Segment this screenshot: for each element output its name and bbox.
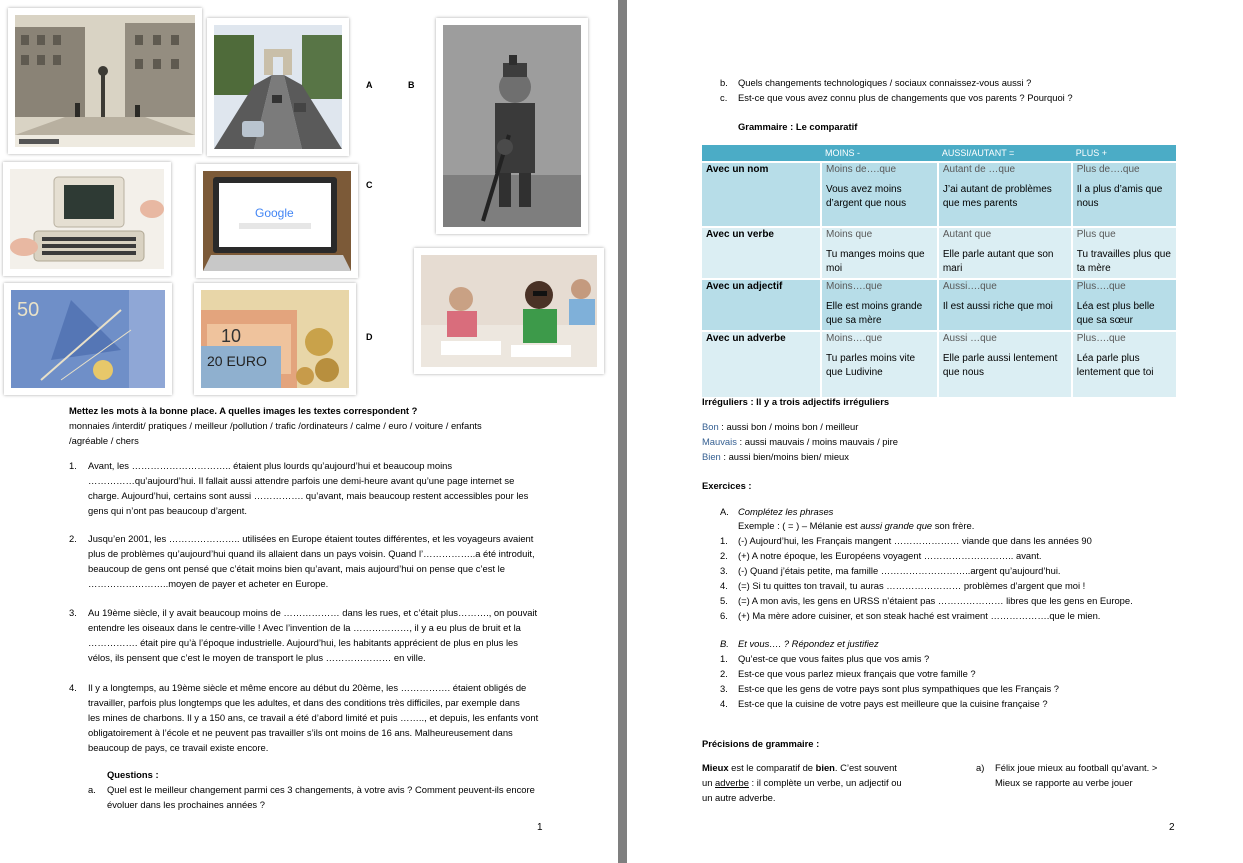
table-row <box>702 162 1176 227</box>
paragraph-2-number: 2. <box>69 533 77 544</box>
item-number: 5. <box>720 595 728 606</box>
irregular-forms: : aussi mauvais / moins mauvais / pire <box>736 436 898 447</box>
cell-example: Tu manges moins que moi <box>826 249 925 274</box>
item-number: 1. <box>720 535 728 546</box>
paragraph-2-line: beaucoup de gens ont pensé que c’était moins bien qu’avant, mais aujourd’hui on pense que c’est le <box>88 563 505 574</box>
table-header-empty <box>702 145 821 162</box>
photo-laptop-google <box>196 164 358 278</box>
comparative-table <box>702 145 1176 397</box>
table-header-row <box>702 145 1176 162</box>
precision-fragment: : il complète un verbe, un adjectif ou <box>748 777 902 788</box>
precisions-title: Précisions de grammaire : <box>702 738 820 749</box>
table-cell <box>821 331 938 397</box>
list-item <box>720 666 1220 681</box>
question-c-label: c. <box>720 92 728 103</box>
item-number: 4. <box>720 698 728 709</box>
paragraph-4-line: Il y a longtemps, au 19ème siècle et même encore au début du 20ème, les ……………. étaient obligés de <box>88 682 527 693</box>
table-cell <box>821 162 938 227</box>
list-item <box>720 548 1220 563</box>
list-item <box>720 696 1220 711</box>
svg-text:50: 50 <box>17 299 40 321</box>
paragraph-3 <box>88 605 548 665</box>
precision-line <box>702 775 922 790</box>
exercises-title: Exercices : <box>702 480 752 491</box>
row-label-verbe: Avec un verbe <box>702 227 821 279</box>
cell-example: Il a plus d’amis que nous <box>1076 184 1163 209</box>
image-label-b: B <box>408 80 415 90</box>
exercise-a-example <box>738 518 974 533</box>
irregular-bon <box>702 419 858 434</box>
irregular-word: Bon <box>702 421 719 432</box>
cell-form: Moins de….que <box>826 164 897 175</box>
paragraph-3-line: Au 19ème siècle, il y avait beaucoup moins de ……………… dans les rues, et c’était plus………., on pouvait <box>88 607 538 618</box>
paragraph-4-line: travailler, parfois plus longtemps que les adultes, et dans des conditions très difficiles, par exemple dans <box>88 697 520 708</box>
irregular-forms: : aussi bien/moins bien/ mieux <box>720 451 849 462</box>
photo-euro-money <box>194 283 356 395</box>
exercise-b-list <box>720 651 1220 711</box>
precision-text <box>702 760 922 805</box>
precision-fragment: est le comparatif de <box>728 762 816 773</box>
item-text: Est-ce que les gens de votre pays sont plus sympathiques que les Français ? <box>738 683 1060 694</box>
cell-form: Plus de….que <box>1076 164 1140 175</box>
page-number-1: 1 <box>537 822 543 833</box>
page-2 <box>627 0 1243 863</box>
exercise-a-title: Complétez les phrases <box>738 506 834 517</box>
question-a-label: a. <box>88 784 96 795</box>
table-header-moins: MOINS - <box>821 145 938 162</box>
item-number: 1. <box>720 653 728 664</box>
photo-franc-banknote <box>4 283 172 395</box>
paragraph-2 <box>88 531 548 591</box>
item-text: Est-ce que vous parlez mieux français que votre famille ? <box>738 668 976 679</box>
irregular-bien <box>702 449 849 464</box>
cell-form: Aussi….que <box>942 281 997 292</box>
table-row <box>702 331 1176 397</box>
item-text: Qu’est-ce que vous faites plus que vos amis ? <box>738 653 930 664</box>
cell-form: Moins….que <box>826 281 883 292</box>
list-item <box>720 651 1220 666</box>
list-item <box>720 563 1220 578</box>
table-cell <box>821 227 938 279</box>
paragraph-3-number: 3. <box>69 607 77 618</box>
cell-form: Autant de …que <box>942 164 1016 175</box>
list-item <box>720 533 1220 548</box>
paragraph-4-line: obligatoirement à l’école et ne peuvent pas travailler s’ils ont moins de 16 ans. Malheureusement dans <box>88 727 513 738</box>
item-text: (=) Si tu quittes ton travail, tu auras …………………… problèmes d’argent que moi ! <box>738 580 1086 591</box>
svg-text:Google: Google <box>255 206 294 220</box>
paragraph-1 <box>88 458 548 518</box>
table-cell <box>1072 279 1176 331</box>
table-cell <box>938 331 1072 397</box>
photo-old-paris-boulevard <box>8 8 202 154</box>
image-label-a: A <box>366 80 373 90</box>
image-label-d: D <box>366 332 373 342</box>
paragraph-4-line: les mines de charbons. Il y a 150 ans, ce travail a été d’abord limité et puis …….., et depuis, les enfants vont <box>88 712 539 723</box>
paragraph-3-line: vélos, ils pensent que c’est le moyen de transport le plus ………………… en ville. <box>88 652 426 663</box>
cell-form: Moins….que <box>826 333 883 344</box>
table-header-aussi: AUSSI/AUTANT = <box>938 145 1072 162</box>
precision-line <box>702 760 922 775</box>
photo-children-school <box>414 248 604 374</box>
row-label-adverbe: Avec un adverbe <box>702 331 821 397</box>
item-text: (=) A mon avis, les gens en URSS n’étaient pas ………………… libres que les gens en Europe. <box>738 595 1133 606</box>
note-a-label: a) <box>976 762 985 773</box>
precision-bien: bien <box>815 762 835 773</box>
example-prefix: Exemple : ( = ) – Mélanie est <box>738 520 861 531</box>
question-b: Quels changements technologiques / sociaux connaissez-vous aussi ? <box>738 77 1032 88</box>
item-number: 2. <box>720 550 728 561</box>
paragraph-1-number: 1. <box>69 460 77 471</box>
paragraph-1-line: gens qui n’ont pas beaucoup d’argent. <box>88 505 247 516</box>
question-c: Est-ce que vous avez connu plus de changements que vos parents ? Pourquoi ? <box>738 92 1073 103</box>
irregular-forms: : aussi bon / moins bon / meilleur <box>718 421 859 432</box>
item-number: 3. <box>720 683 728 694</box>
paragraph-4-number: 4. <box>69 682 77 693</box>
list-item <box>720 608 1220 623</box>
svg-text:10: 10 <box>221 326 242 346</box>
table-row <box>702 227 1176 279</box>
exercise-b-label: B. <box>720 638 729 649</box>
precision-adverbe: adverbe <box>715 777 749 788</box>
word-list-line-2: /agréable / chers <box>69 435 139 446</box>
cell-example: Tu travailles plus que ta mère <box>1076 249 1171 274</box>
cell-form: Autant que <box>942 229 992 240</box>
photo-child-miner <box>436 18 588 234</box>
note-a-line: Félix joue mieux au football qu’avant. > <box>995 762 1158 773</box>
photo-champs-elysees <box>207 18 349 156</box>
cell-form: Plus que <box>1076 229 1116 240</box>
item-text: (-) Quand j’étais petite, ma famille ………………………..argent qu’aujourd’hui. <box>738 565 1061 576</box>
paragraph-4 <box>88 680 548 755</box>
note-a-line: Mieux se rapporte au verbe jouer <box>995 777 1133 788</box>
grammar-title: Grammaire : Le comparatif <box>738 121 858 132</box>
cell-example: Elle parle autant que son mari <box>942 249 1054 274</box>
questions-title: Questions : <box>107 769 159 780</box>
list-item <box>720 593 1220 608</box>
question-a-line: évoluer dans les prochaines années ? <box>107 799 265 810</box>
page-1 <box>0 0 618 863</box>
table-cell <box>821 279 938 331</box>
table-cell <box>1072 227 1176 279</box>
item-number: 2. <box>720 668 728 679</box>
item-text: (+) A notre époque, les Européens voyagent ……………………….. avant. <box>738 550 1042 561</box>
precision-line: un autre adverbe. <box>702 792 776 803</box>
item-number: 3. <box>720 565 728 576</box>
row-label-adjectif: Avec un adjectif <box>702 279 821 331</box>
cell-form: Aussi …que <box>942 333 997 344</box>
paragraph-3-line: entendre les oiseaux dans le centre-ville ! Avec l’invention de la ………………, il y a eu plus de bruit et la <box>88 622 521 633</box>
exercise-a-label: A. <box>720 506 729 517</box>
cell-form: Plus….que <box>1076 281 1126 292</box>
cell-example: Vous avez moins d’argent que nous <box>826 184 907 209</box>
exercise-a-list <box>720 533 1220 623</box>
irregular-mauvais <box>702 434 898 449</box>
note-a <box>995 760 1215 790</box>
table-cell <box>938 227 1072 279</box>
irregulars-title: Irréguliers : Il y a trois adjectifs irréguliers <box>702 396 890 407</box>
irregular-word: Mauvais <box>702 436 737 447</box>
precision-fragment: . C’est souvent <box>834 762 897 773</box>
exercise-b-title: Et vous…. ? Répondez et justifiez <box>738 638 879 649</box>
cell-form: Plus….que <box>1076 333 1126 344</box>
cell-form: Moins que <box>826 229 873 240</box>
word-list-line-1: monnaies /interdit/ pratiques / meilleur /pollution / trafic /ordinateurs / calme / euro / voiture / enfants <box>69 420 482 431</box>
precision-fragment: un <box>702 777 716 788</box>
cell-example: Elle parle aussi lentement que nous <box>942 353 1058 378</box>
cell-example: Elle est moins grande que sa mère <box>826 301 923 326</box>
paragraph-4-line: beaucoup de pays, ce travail existe encore. <box>88 742 269 753</box>
table-cell <box>938 279 1072 331</box>
item-number: 4. <box>720 580 728 591</box>
precision-mieux: Mieux <box>702 762 729 773</box>
paragraph-2-line: Jusqu’en 2001, les ………………….. utilisées en Europe étaient toutes différentes, et les voyageurs avaient <box>88 533 534 544</box>
paragraph-1-line: ……………qu’aujourd’hui. Il fallait aussi attendre parfois une demi-heure avant qu’une page internet se <box>88 475 515 486</box>
list-item <box>720 578 1220 593</box>
irregular-word: Bien <box>702 451 721 462</box>
item-text: (-) Aujourd’hui, les Français mangent ………………… viande que dans les années 90 <box>738 535 1092 546</box>
list-item <box>720 681 1220 696</box>
item-number: 6. <box>720 610 728 621</box>
table-row <box>702 279 1176 331</box>
cell-example: Léa parle plus lentement que toi <box>1076 353 1154 378</box>
item-text: (+) Ma mère adore cuisiner, et son steak haché est vraiment ……………….que le mien. <box>738 610 1101 621</box>
question-a <box>107 782 557 812</box>
cell-example: Léa est plus belle que sa sœur <box>1076 301 1155 326</box>
question-b-label: b. <box>720 77 728 88</box>
paragraph-2-line: ……………………..moyen de payer et acheter en Europe. <box>88 578 329 589</box>
cell-example: Tu parles moins vite que Ludivine <box>826 353 916 378</box>
paragraph-1-line: Avant, les ………………………….. étaient plus lourds qu’aujourd’hui et beaucoup moins <box>88 460 453 471</box>
item-text: Est-ce que la cuisine de votre pays est meilleure que la cuisine française ? <box>738 698 1048 709</box>
exercise-instructions: Mettez les mots à la bonne place. A quelles images les textes correspondent ? <box>69 405 418 416</box>
page-number-2: 2 <box>1169 822 1175 833</box>
photo-old-computer <box>3 162 171 276</box>
cell-example: Il est aussi riche que moi <box>942 301 1053 312</box>
example-italic: aussi grande que <box>860 520 933 531</box>
paragraph-2-line: plus de problèmes qu’aujourd’hui quand ils allaient dans un pays voisin. Quand l’……………..a été introduit, <box>88 548 535 559</box>
svg-text:20 EURO: 20 EURO <box>207 353 267 369</box>
table-cell <box>1072 331 1176 397</box>
paragraph-1-line: charge. Aujourd’hui, certains sont aussi ……………. qu’avant, mais beaucoup restent accessibles pour les <box>88 490 529 501</box>
row-label-nom: Avec un nom <box>702 162 821 227</box>
cell-example: J’ai autant de problèmes que mes parents <box>942 184 1052 209</box>
question-a-line: Quel est le meilleur changement parmi ces 3 changements, à votre avis ? Comment peuvent-ils encore <box>107 784 535 795</box>
table-cell <box>938 162 1072 227</box>
paragraph-3-line: ……………. était pire qu’à l’époque industrielle. Aujourd’hui, les habitants apprécient de plus en plus les <box>88 637 518 648</box>
image-label-c: C <box>366 180 373 190</box>
example-suffix: son frère. <box>932 520 975 531</box>
table-cell <box>1072 162 1176 227</box>
table-header-plus: PLUS + <box>1072 145 1176 162</box>
